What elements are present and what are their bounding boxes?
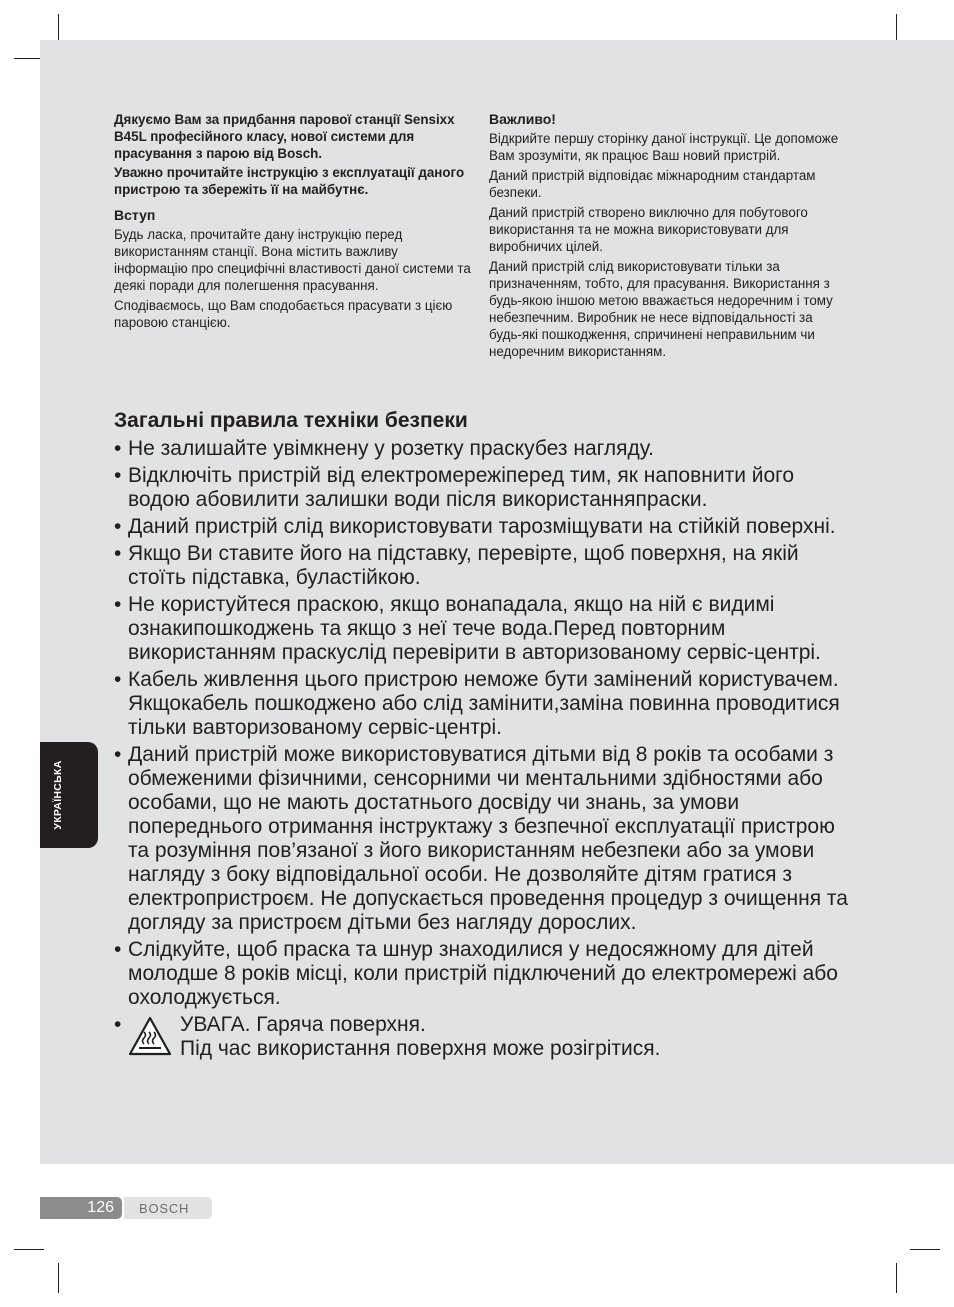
- introduction-paragraph: Будь ласка, прочитайте дану інструкцію перед використанням станції. Вона містить важливу інформацію про специфічні властивості даної системи та деякі поради для полегшення прасування.: [114, 227, 471, 293]
- read-manual-text: Уважно прочитайте інструкцію з експлуатації даного пристрою та збережіть її на майбутнє.: [114, 165, 465, 197]
- safety-item: • Відключіть пристрій від електромережіперед тим, як наповнити його водою абовилити залишки води після використанняпраски.: [114, 464, 854, 512]
- introduction-paragraph: Сподіваємось, що Вам сподобається прасувати з цією паровою станцією.: [114, 298, 453, 330]
- important-heading: Важливо!: [489, 111, 556, 127]
- safety-item: • Не залишайте увімкнену у розетку праскубез нагляду.: [114, 437, 854, 461]
- right-column: [489, 111, 849, 363]
- safety-item: • Даний пристрій слід використовувати тарозміщувати на стійкій поверхні.: [114, 515, 854, 539]
- warning-title: • УВАГА. Гаряча поверхня.: [180, 1013, 426, 1036]
- crop-mark: [58, 1263, 59, 1293]
- important-paragraph: Даний пристрій слід використовувати тільки за призначенням, тобто, для прасування. Використання з будь-якою іншою метою вважається недоречним і тому небезпечним. Виробник не несе відповідальності за будь-які пошкодження, спричинені неправильним чи недоречним використанням.: [489, 259, 833, 359]
- hot-surface-warning: [114, 1013, 854, 1061]
- safety-item: • Кабель живлення цього пристрою неможе бути замінений користувачем. Якщокабель пошкоджено або слід замінити,заміна повинна проводитися тільки вавторизованому сервіс-центрі.: [114, 668, 854, 740]
- safety-item: • Не користуйтеся праскою, якщо вонападала, якщо на ній є видимі ознакипошкоджень та якщо з неї тече вода.Перед повторним використанням праскуслід перевірити в авторизованому сервіс-центрі.: [114, 593, 854, 665]
- crop-mark: [910, 1249, 940, 1250]
- safety-item: • Даний пристрій може використовуватися дітьми від 8 років та особами з обмеженими фізичними, сенсорними чи ментальними здібностями або особами, що не мають достатнього досвіду чи знань, за умови попереднього отримання інструктажу з безпечної експлуатації пристрою та розуміння пов’язаної з його використанням небезпеки або за умови нагляду з боку відповідальної особи. Не дозволяйте дітям гратися з електропристроєм. Не допускається проведення процедур з очищення та догляду за пристроєм дітьми без нагляду дорослих.: [114, 743, 854, 935]
- left-column: [114, 111, 474, 334]
- brand-badge: [124, 1197, 212, 1219]
- safety-heading: Загальні правила техніки безпеки: [114, 409, 468, 432]
- page-number-badge: [40, 1197, 122, 1219]
- important-paragraph: Даний пристрій створено виключно для побутового використання та не можна використовувати для виробничих цілей.: [489, 205, 808, 254]
- safety-item: • Слідкуйте, щоб праска та шнур знаходилися у недосяжному для дітей молодше 8 років місці, коли пристрій підключений до електромережі або охолоджується.: [114, 938, 854, 1010]
- safety-item: • Якщо Ви ставите його на підставку, перевірте, щоб поверхня, на якій стоїть підставка, буластійкою.: [114, 542, 854, 590]
- language-tab: [40, 742, 98, 848]
- thank-you-text: Дякуємо Вам за придбання парової станції Sensixx B45L професійного класу, нової системи для прасування з парою від Bosch.: [114, 112, 455, 161]
- brand-name: BOSCH: [139, 1201, 190, 1216]
- crop-mark: [896, 1263, 897, 1293]
- language-tab-label: УКРАЇНСЬКА: [52, 760, 64, 830]
- introduction-heading: Вступ: [114, 207, 156, 223]
- important-paragraph: Відкрийте першу сторінку даної інструкції. Це допоможе Вам зрозуміти, як працює Ваш новий пристрій.: [489, 131, 839, 163]
- crop-mark: [14, 1249, 44, 1250]
- page-number: 126: [87, 1199, 114, 1216]
- safety-section: [114, 407, 854, 1064]
- hot-surface-warning-icon: [128, 1016, 172, 1056]
- warning-text: Під час використання поверхня може розігрітися.: [180, 1037, 661, 1060]
- safety-list: [114, 437, 854, 1061]
- important-paragraph: Даний пристрій відповідає міжнародним стандартам безпеки.: [489, 168, 816, 200]
